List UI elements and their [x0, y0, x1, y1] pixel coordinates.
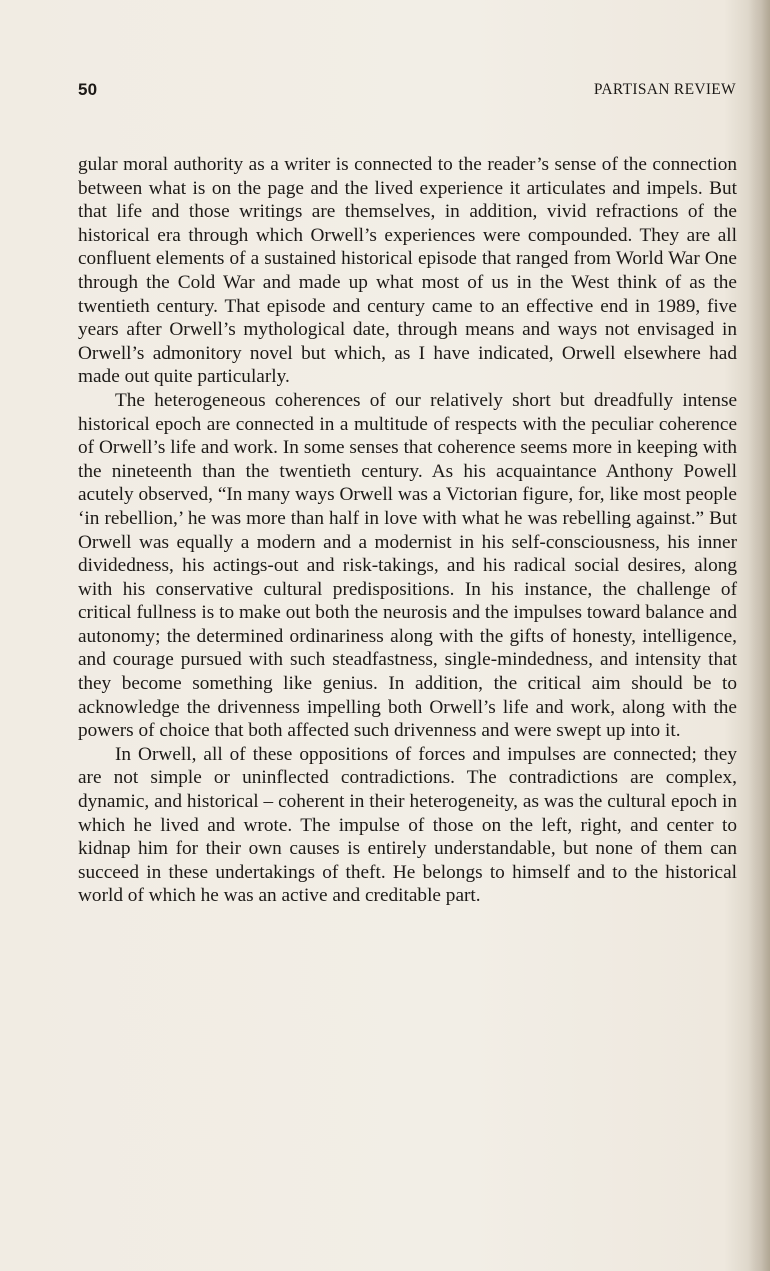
body-text: [78, 153, 737, 908]
paragraph: The heterogeneous coherences of our relatively short but dreadfully intense historical epoch are connected in a multitude of respects with the peculiar coherence of Orwell’s life and work. In some senses that coherence seems more in keeping with the nineteenth than the twentieth century. As his acquaintance Anthony Powell acutely observed, “In many ways Orwell was a Victorian figure, for, like most people ‘in rebellion,’ he was more than half in love with what he was rebelling against.” But Orwell was equally a modern and a modernist in his self-consciousness, his inner dividedness, his actings-out and risk-takings, and his radical social desires, along with his conservative cultural predispositions. In his instance, the challenge of critical fullness is to make out both the neurosis and the impulses toward balance and autonomy; the determined ordinariness along with the gifts of honesty, intelligence, and courage pursued with such steadfastness, single-mindedness, and intensity that they become something like genius. In addition, the critical aim should be to acknowledge the drivenness impelling both Orwell’s life and work, along with the powers of choice that both affected such drivenness and were swept up into it.: [78, 389, 737, 742]
page-number: 50: [78, 80, 98, 99]
journal-title: PARTISAN REVIEW: [593, 81, 736, 98]
paragraph: gular moral authority as a writer is connected to the reader’s sense of the connection between what is on the page and the lived experience it articulates and impels. But that life and those writings are themselves, in addition, vivid refractions of the historical era through which Orwell’s experiences were compounded. They are all confluent elements of a sustained historical episode that ranged from World War One through the Cold War and made up what most of us in the West think of as the twentieth century. That episode and century came to an effective end in 1989, five years after Orwell’s mythological date, through means and ways not envisaged in Orwell’s admonitory novel but which, as I have indicated, Orwell elsewhere had made out quite particularly.: [78, 154, 737, 388]
paragraph: In Orwell, all of these oppositions of forces and impulses are connected; they are not simple or uninflected contradictions. The contradictions are complex, dynamic, and historical – coherent in their heterogeneity, as was the cultural epoch in which he lived and wrote. The impulse of those on the left, right, and center to kidnap him for their own causes is entirely understandable, but none of them can succeed in these undertakings of theft. He belongs to himself and to the historical world of which he was an active and creditable part.: [78, 743, 737, 907]
page-edge-shadow: [748, 0, 770, 1271]
running-head: [78, 80, 736, 104]
